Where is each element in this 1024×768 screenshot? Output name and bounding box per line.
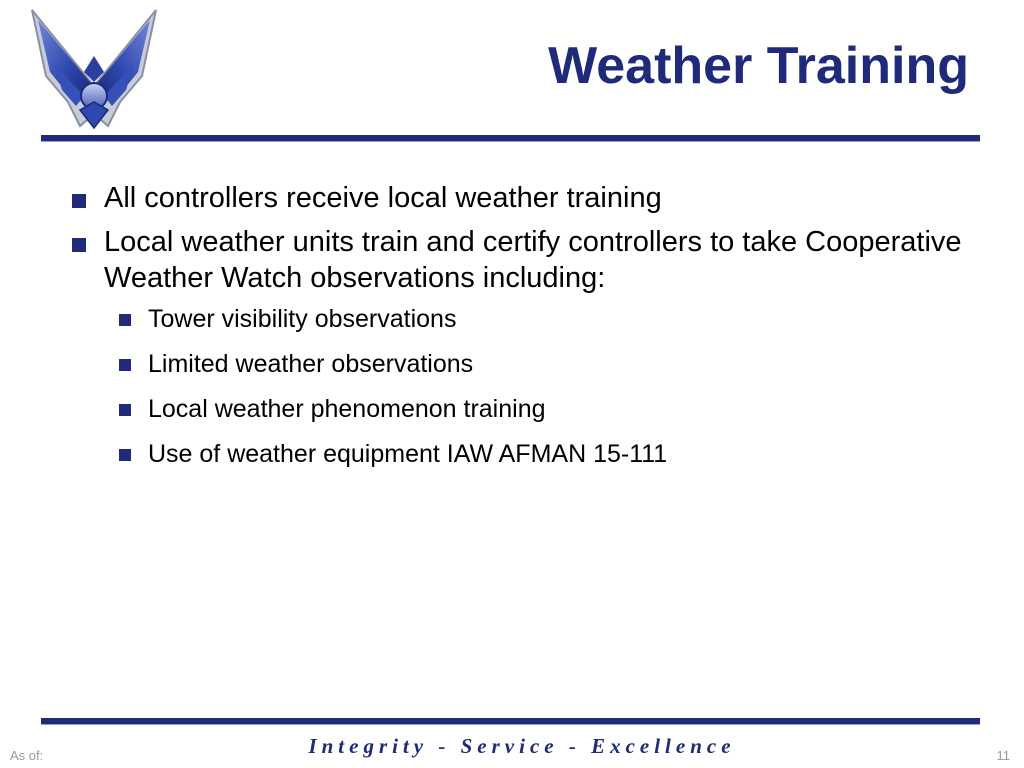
footer-motto: Integrity - Service - Excellence (308, 734, 736, 758)
square-bullet-icon (119, 449, 131, 461)
bullet-list (70, 180, 970, 484)
square-bullet-icon (72, 194, 86, 208)
square-bullet-icon (119, 404, 131, 416)
bullet-text: All controllers receive local weather training (104, 182, 662, 214)
sub-bullet-text: Tower visibility observations (148, 305, 457, 333)
list-item (104, 304, 970, 334)
square-bullet-icon (72, 238, 86, 252)
sub-bullet-text: Limited weather observations (148, 350, 474, 378)
sub-bullet-text: Local weather phenomenon training (148, 395, 546, 423)
list-item (70, 180, 970, 216)
square-bullet-icon (119, 314, 131, 326)
list-item (104, 394, 970, 424)
air-force-wings-icon (24, 6, 164, 132)
slide-title: Weather Training (548, 37, 969, 95)
page-number: 11 (996, 748, 1010, 763)
header-divider (41, 135, 980, 141)
list-item (104, 439, 970, 469)
list-item (104, 349, 970, 379)
sub-bullet-list (104, 304, 970, 469)
square-bullet-icon (119, 359, 131, 371)
as-of-label: As of: (10, 748, 44, 763)
footer-divider (41, 718, 980, 724)
bullet-text: Local weather units train and certify controllers to take Cooperative Weather Watch observations including: (104, 226, 962, 294)
sub-bullet-text: Use of weather equipment IAW AFMAN 15-111 (148, 440, 668, 468)
list-item (70, 224, 970, 469)
